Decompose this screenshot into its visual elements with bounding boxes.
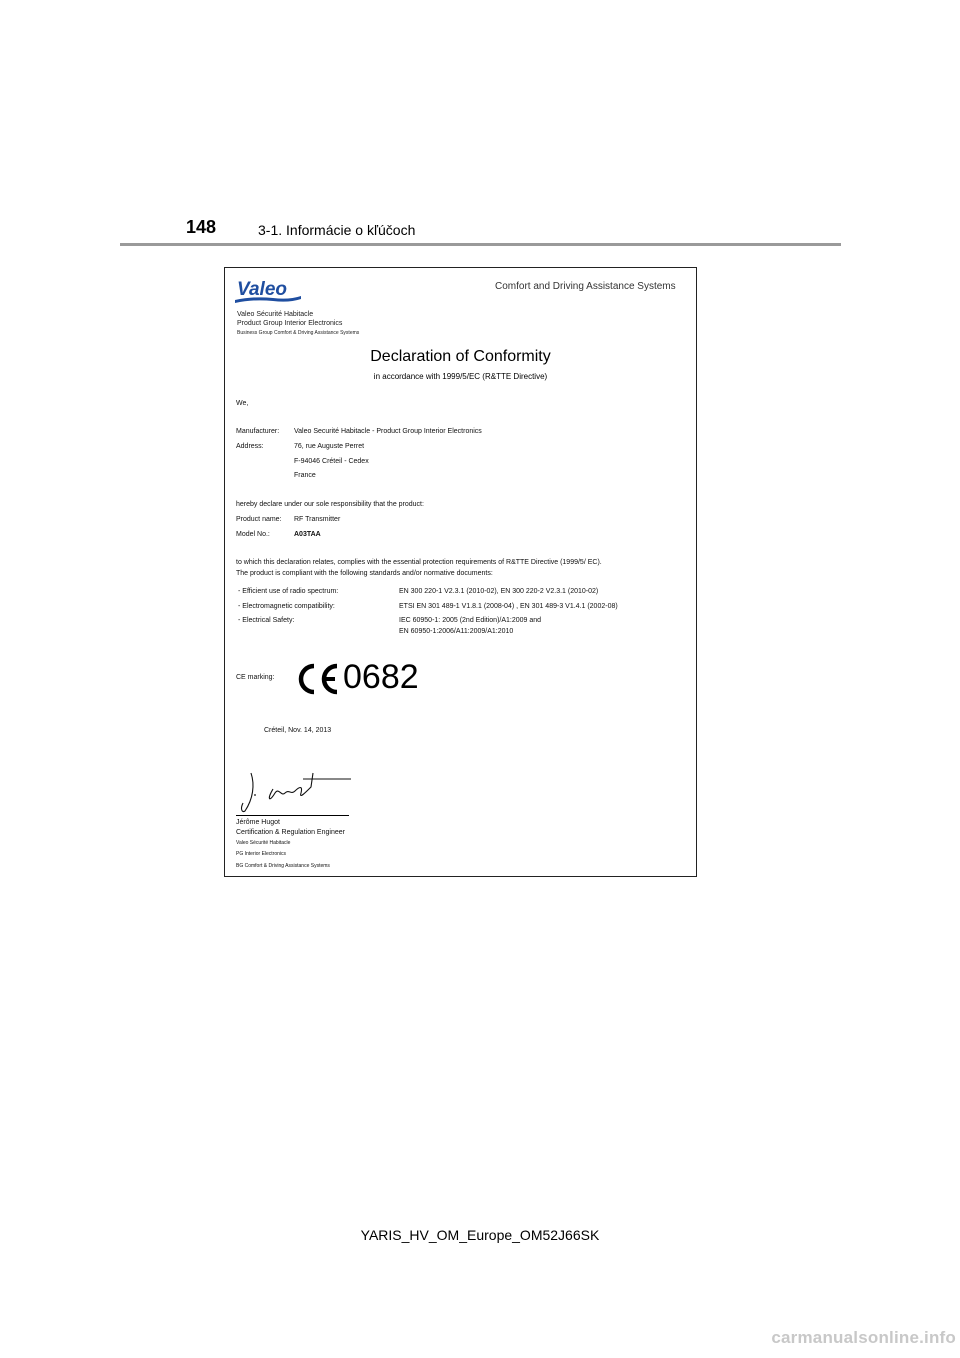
manufacturer-label: Manufacturer: [236, 428, 280, 435]
compliance-text: to which this declaration relates, complies with the essential protection requirements of R&TTE Directive (1999/5/ EC). [236, 559, 602, 566]
product-value: RF Transmitter [294, 516, 341, 523]
model-label: Model No.: [236, 531, 270, 538]
footer-doc-code: YARIS_HV_OM_Europe_OM52J66SK [360, 1227, 600, 1243]
signatory-title: Certification & Regulation Engineer [236, 829, 345, 836]
svg-text:Valeo: Valeo [237, 279, 287, 300]
standard-value: EN 60950-1:2006/A11:2009/A1:2010 [399, 628, 514, 635]
address-line: F-94046 Créteil - Cedex [294, 458, 369, 465]
standard-value: EN 300 220-1 V2.3.1 (2010-02), EN 300 220-2 V2.3.1 (2010-02) [399, 588, 599, 595]
manufacturer-value: Valeo Securité Habitacle - Product Group Interior Electronics [294, 428, 482, 435]
declare-text: hereby declare under our sole responsibility that the product: [236, 501, 424, 508]
ce-mark-icon [293, 660, 341, 698]
tagline: Comfort and Driving Assistance Systems [495, 281, 676, 292]
company-line: Valeo Sécurité Habitacle [237, 311, 314, 318]
compliance-text: The product is compliant with the following standards and/or normative documents: [236, 570, 493, 577]
address-line: France [294, 472, 316, 479]
signatory-name: Jérôme Hugot [236, 819, 280, 826]
signatory-line: PG Interior Electronics [236, 851, 287, 857]
place-date: Créteil, Nov. 14, 2013 [264, 727, 332, 734]
product-label: Product name: [236, 516, 282, 523]
page-number: 148 [186, 217, 217, 237]
standard-label: - Efficient use of radio spectrum: [238, 588, 339, 595]
standard-label: - Electromagnetic compatibility: [238, 603, 335, 610]
model-value: A03TAA [294, 531, 321, 538]
standard-label: - Electrical Safety: [238, 617, 295, 624]
standard-value: ETSI EN 301 489-1 V1.8.1 (2008-04) , EN 301 489-3 V1.4.1 (2002-08) [399, 603, 618, 610]
section-title: 3-1. Informácie o kľúčoch [258, 222, 416, 238]
handwritten-signature-icon [233, 765, 353, 815]
document-title: Declaration of Conformity [370, 348, 551, 365]
address-line: 76, rue Auguste Perret [294, 443, 365, 450]
watermark: carmanualsonline.info [771, 1328, 956, 1347]
we-text: We, [236, 400, 249, 407]
notified-body-number: 0682 [343, 658, 419, 696]
signatory-line: BG Comfort & Driving Assistance Systems [236, 863, 330, 869]
standard-value: IEC 60950-1: 2005 (2nd Edition)/A1:2009 and [399, 617, 542, 624]
document-subtitle: in accordance with 1999/5/EC (R&TTE Directive) [373, 372, 548, 381]
declaration-of-conformity [224, 267, 697, 877]
signature-rule [236, 815, 349, 816]
header-rule [120, 243, 841, 246]
address-label: Address: [236, 443, 264, 450]
company-line: Product Group Interior Electronics [237, 320, 343, 327]
company-line: Business Group Comfort & Driving Assistance Systems [237, 330, 360, 336]
signatory-line: Valeo Sécurité Habitacle [236, 840, 291, 846]
valeo-logo-icon [233, 276, 303, 306]
ce-label: CE marking: [236, 674, 275, 681]
